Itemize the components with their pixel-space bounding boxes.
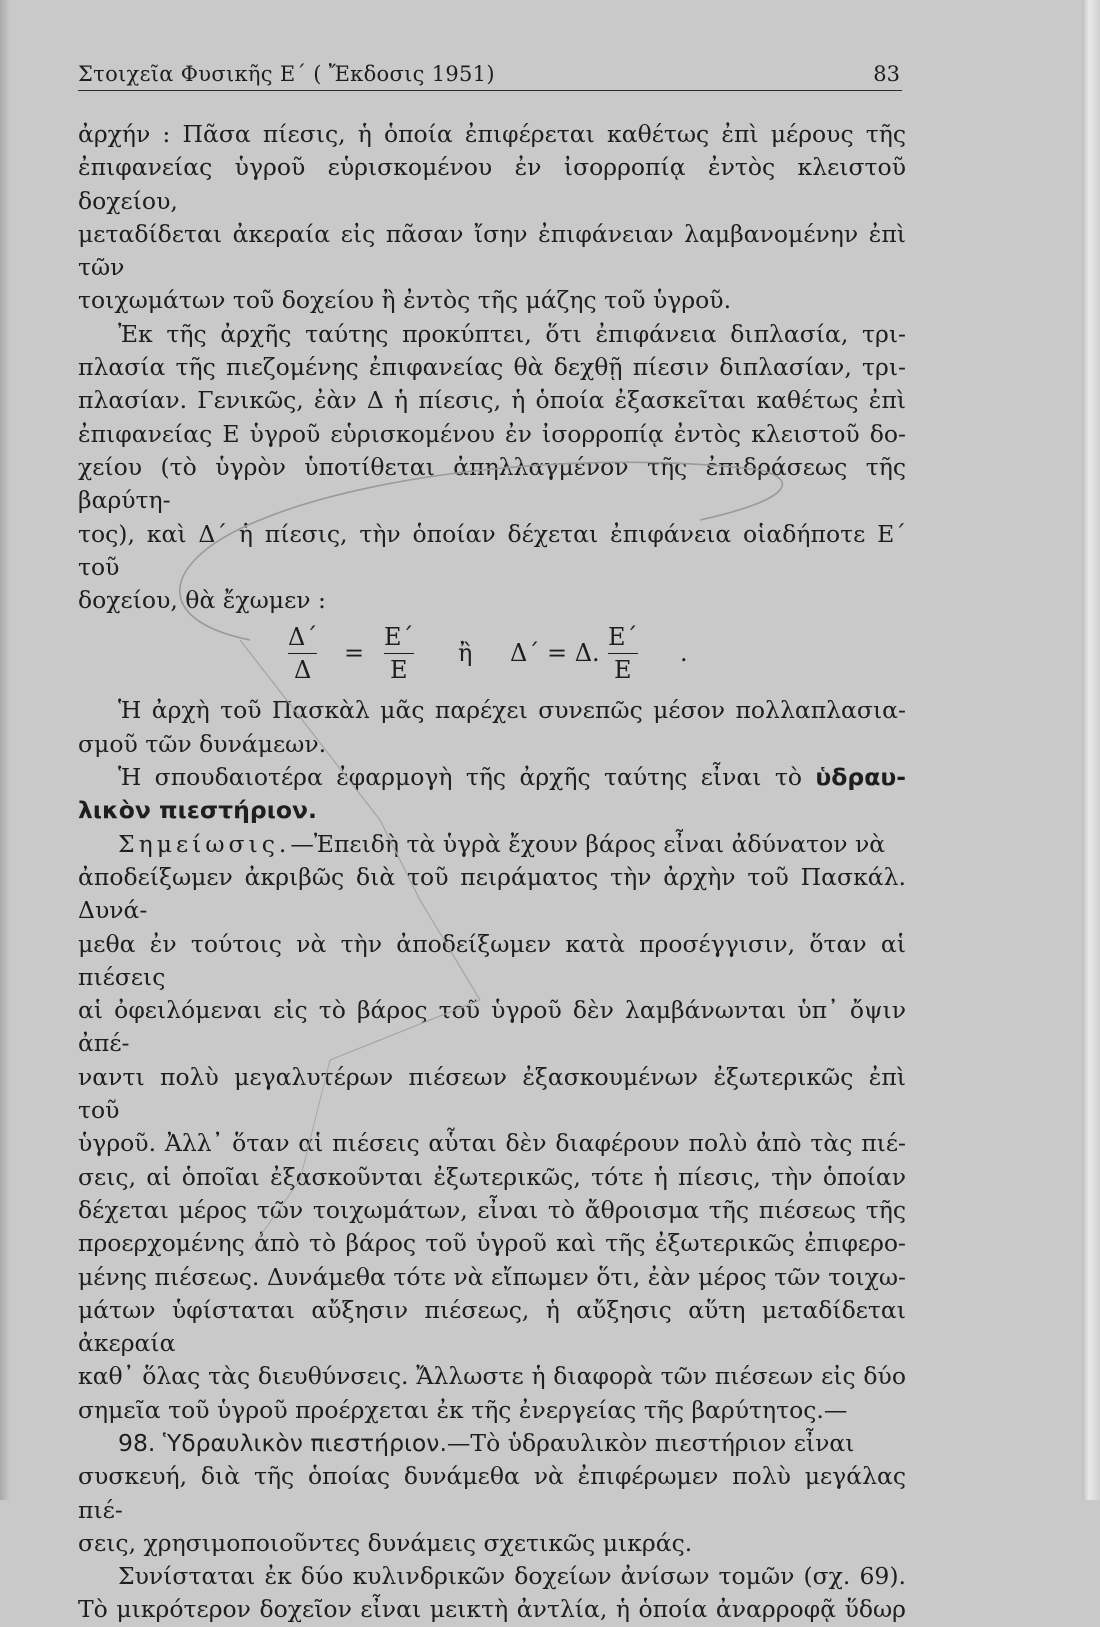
text-line: αἱ ὀφειλόμεναι εἰς τὸ βάρος τοῦ ὑγροῦ δὲν λαμβάνωνται ὑπ᾿ ὄψιν ἀπέ-: [78, 996, 906, 1058]
text-line: καθ᾿ ὅλας τὰς διευθύνσεις. Ἄλλωστε ἡ διαφορὰ τῶν πιέσεων εἰς δύο: [78, 1362, 906, 1391]
text-line: σεις, χρησιμοποιοῦντες δυνάμεις σχετικῶς μικράς.: [78, 1528, 693, 1557]
text-line: ἐπιφανείας Ε ὑγροῦ εὑρισκομένου ἐν ἰσορροπίᾳ ἐντὸς κλειστοῦ δο-: [78, 419, 906, 448]
equals-sign: =: [344, 639, 365, 668]
fraction-numerator: Ε΄: [608, 623, 638, 652]
text-line: πλασίαν. Γενικῶς, ἐὰν Δ ἡ πίεσις, ἡ ὁποία ἐξασκεῖται καθέτως ἐπὶ: [78, 386, 906, 415]
text-span: —Ἐπειδὴ τὰ ὑγρὰ ἔχουν βάρος εἶναι ἀδύνατον νὰ: [290, 829, 886, 858]
text-line: τος), καὶ Δ΄ ἡ πίεσις, τὴν ὁποίαν δέχεται ἐπιφάνεια οἱαδήποτε Ε΄ τοῦ: [78, 519, 906, 581]
fraction-denominator: Δ: [294, 656, 312, 685]
text-line: σμοῦ τῶν δυνάμεων.: [78, 729, 327, 758]
note-label: Σημείωσις.: [118, 829, 291, 858]
text-line: δοχείου, θὰ ἔχωμεν :: [78, 586, 326, 615]
fraction-bar: [608, 653, 638, 654]
fraction: [608, 623, 638, 684]
bold-term: λικὸν πιεστήριον.: [78, 796, 317, 825]
fraction: [288, 623, 317, 684]
text-line: Συνίσταται ἐκ δύο κυλινδρικῶν δοχείων ἀνίσων τομῶν (σχ. 69).: [118, 1562, 906, 1591]
body-text: [78, 118, 906, 1627]
text-line: συσκευή, διὰ τῆς ὁποίας δυνάμεθα νὰ ἐπιφέρωμεν πολὺ μεγάλας πιέ-: [78, 1462, 906, 1524]
fraction-denominator: Ε: [390, 656, 408, 685]
section-heading: 98. Ὑδραυλικὸν πιεστήριον.: [118, 1428, 447, 1457]
text-span: —Τὸ ὑδραυλικὸν πιεστήριον εἶναι: [446, 1428, 855, 1457]
page-shadow: [0, 0, 10, 1500]
text-line: μεθα ἐν τούτοις νὰ τὴν ἀποδείξωμεν κατὰ προσέγγισιν, ὅταν αἱ πιέσεις: [78, 929, 906, 991]
text-line: δέχεται μέρος τῶν τοιχωμάτων, εἶναι τὸ ἄθροισμα τῆς πιέσεως τῆς: [78, 1195, 906, 1224]
pascal-formula: [78, 617, 906, 694]
text-line: ναντι πολὺ μεγαλυτέρων πιέσεων ἐξασκουμένων ἐξωτερικῶς ἐπὶ τοῦ: [78, 1062, 906, 1125]
text-line: σεις, αἱ ὁποῖαι ἐξασκοῦνται ἐξωτερικῶς, τότε ἡ πίεσις, τὴν ὁποίαν: [78, 1162, 906, 1191]
section-heading-line: [78, 1427, 906, 1460]
text-line: Τὸ μικρότερον δοχεῖον εἶναι μεικτὴ ἀντλία, ἡ ὁποία ἀναρροφᾷ ὕδωρ: [78, 1595, 906, 1624]
text-line: ἀποδείξωμεν ἀκριβῶς διὰ τοῦ πειράματος τὴν ἀρχὴν τοῦ Πασκάλ. Δυνά-: [78, 862, 906, 925]
text-line: μένης πιέσεως. Δυνάμεθα τότε νὰ εἴπωμεν ὅτι, ἐὰν μέρος τῶν τοιχω-: [78, 1262, 906, 1291]
fraction-denominator: Ε: [614, 656, 632, 685]
fraction-bar: [384, 653, 414, 654]
page-edge: [1082, 0, 1100, 1500]
text-line: [78, 761, 906, 794]
note-line: [78, 828, 906, 861]
text-line: ἀρχήν : Πᾶσα πίεσις, ἡ ὁποία ἐπιφέρεται καθέτως ἐπὶ μέρους τῆς: [78, 120, 906, 148]
text-line: μεταδίδεται ἀκεραία εἰς πᾶσαν ἴσην ἐπιφάνειαν λαμβανομένην ἐπὶ τῶν: [78, 219, 906, 282]
text-line: πλασία τῆς πιεζομένης ἐπιφανείας θὰ δεχθῇ πίεσιν διπλασίαν, τρι-: [78, 353, 906, 382]
fraction-numerator: Ε΄: [384, 623, 414, 652]
formula-period: .: [680, 639, 688, 668]
text-line: τοιχωμάτων τοῦ δοχείου ἢ ἐντὸς τῆς μάζης τοῦ ὑγροῦ.: [78, 286, 732, 315]
text-line: σημεῖα τοῦ ὑγροῦ προέρχεται ἐκ τῆς ἐνεργείας τῆς βαρύτητος.—: [78, 1395, 848, 1424]
second-equation-lhs: Δ΄ = Δ.: [510, 639, 600, 668]
fraction: [384, 623, 414, 684]
text-line: ἐπιφανείας ὑγροῦ εὑρισκομένου ἐν ἰσορροπίᾳ ἐντὸς κλειστοῦ δοχείου,: [78, 153, 906, 215]
fraction-bar: [288, 653, 317, 654]
bold-term: ὑδραυ-: [815, 763, 906, 792]
header-title: Στοιχεῖα Φυσικῆς Ε΄ ( Ἔκδοσις 1951): [78, 62, 495, 86]
text-line: Ἡ ἀρχὴ τοῦ Πασκὰλ μᾶς παρέχει συνεπῶς μέσον πολλαπλασια-: [118, 696, 906, 725]
text-span: Ἡ σπουδαιοτέρα ἐφαρμογὴ τῆς ἀρχῆς ταύτης εἶναι τὸ: [118, 763, 803, 792]
text-line: χείου (τὸ ὑγρὸν ὑποτίθεται ἀπηλλαγμένον τῆς ἐπιδράσεως τῆς βαρύτη-: [78, 452, 906, 515]
running-header: [78, 62, 902, 91]
text-line: ὑγροῦ. Ἀλλ᾿ ὅταν αἱ πιέσεις αὗται δὲν διαφέρουν πολὺ ἀπὸ τὰς πιέ-: [78, 1129, 906, 1158]
page-number: 83: [873, 62, 900, 86]
text-line: Ἐκ τῆς ἀρχῆς ταύτης προκύπτει, ὅτι ἐπιφάνεια διπλασία, τρι-: [118, 319, 906, 348]
or-word: ἢ: [458, 639, 473, 668]
text-line: προερχομένης ἀπὸ τὸ βάρος τοῦ ὑγροῦ καὶ τῆς ἐξωτερικῶς ἐπιφερο-: [78, 1229, 906, 1258]
fraction-numerator: Δ΄: [288, 623, 318, 652]
text-line: μάτων ὑφίσταται αὔξησιν πιέσεως, ἡ αὔξησις αὕτη μεταδίδεται ἀκεραία: [78, 1295, 906, 1358]
